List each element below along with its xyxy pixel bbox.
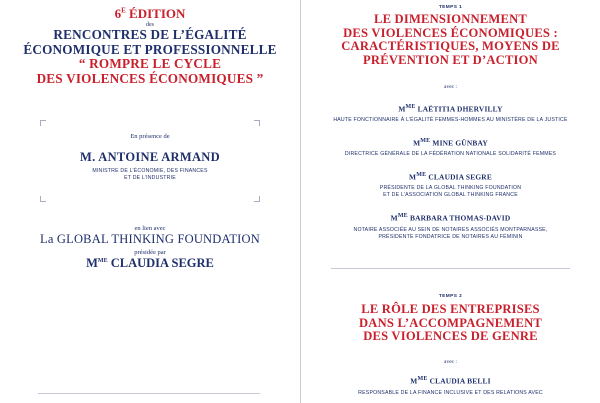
- temps1-label: TEMPS 1: [438, 5, 463, 10]
- temps2-label: TEMPS 2: [438, 294, 463, 299]
- edition-number: 6: [114, 6, 122, 21]
- speaker-role-line: PRÉSIDENTE DE LA GLOBAL THINKING FOUNDATION: [379, 185, 522, 191]
- ministry-line: ET DE L’INDUSTRIE: [124, 175, 176, 181]
- speaker-name: [301, 104, 600, 113]
- speaker-surname: LAËTITIA DHERVILLY: [415, 104, 503, 114]
- minister-name: M. ANTOINE ARMAND: [80, 150, 220, 164]
- speaker-role-line: PRÉSIDENTE FONDATRICE DE NOTAIRES AU FÉMININ: [378, 233, 523, 240]
- avec1-label: avec :: [444, 84, 457, 90]
- ministry-title: [40, 168, 260, 182]
- speaker-surname: BARBARA THOMAS-DAVID: [407, 213, 511, 223]
- session1-title-line: LE DIMENSIONNEMENT: [374, 12, 527, 26]
- speaker-sup: ME: [417, 376, 428, 382]
- speaker-sup: ME: [416, 172, 427, 178]
- foundation-name: La GLOBAL THINKING FOUNDATION: [39, 232, 260, 246]
- speaker-role: [301, 227, 600, 241]
- president-surname: CLAUDIA SEGRE: [107, 256, 214, 270]
- edition-suffix: E: [121, 6, 126, 15]
- ministry-line: MINISTRE DE L’ÉCONOMIE, DES FINANCES: [92, 168, 208, 174]
- speaker-sup: ME: [420, 138, 431, 144]
- president-sup: ME: [97, 257, 108, 264]
- speaker-prefix: M: [413, 138, 421, 148]
- speaker-sup: ME: [405, 104, 416, 110]
- speaker-name: [301, 172, 600, 181]
- event-title-line: “ ROMPRE LE CYCLE: [78, 56, 222, 71]
- speaker-surname: CLAUDIA BELLI: [427, 376, 491, 386]
- session1-title-line: DES VIOLENCES ÉCONOMIQUES :: [343, 25, 558, 40]
- speaker-name: [301, 138, 600, 147]
- speaker-role-line: HAUTE FONCTIONNAIRE À L’ÉGALITÉ FEMMES-HOMMES AU MINISTÈRE DE LA JUSTICE: [333, 117, 568, 123]
- session2-title: [301, 303, 600, 344]
- right-page: [301, 0, 600, 403]
- session1-title-line: PRÉVENTION ET D’ACTION: [363, 52, 538, 67]
- speaker-prefix: M: [390, 213, 398, 223]
- en-lien-label: en lien avec: [134, 225, 166, 232]
- president-prefix: M: [86, 256, 98, 270]
- speaker-role-line: RESPONSABLE DE LA FINANCE INCLUSIVE ET DES RELATIONS AVEC: [358, 390, 543, 396]
- frame-corner: [40, 196, 46, 202]
- des-text: des: [146, 22, 154, 28]
- guest-frame: [40, 120, 260, 202]
- frame-corner: [254, 120, 260, 126]
- speaker-surname: CLAUDIA SEGRE: [426, 172, 492, 182]
- avec2-label: avec :: [444, 359, 457, 365]
- session2-title-line: LE RÔLE DES ENTREPRISES: [361, 302, 540, 316]
- edition-heading: [0, 6, 300, 22]
- speaker-role: [301, 151, 600, 158]
- frame-corner: [40, 120, 46, 126]
- speaker-prefix: M: [409, 172, 417, 182]
- speaker-role-line: NOTAIRE ASSOCIÉE AU SEIN DE NOTAIRES ASSOCIÉS MONTPARNASSE,: [353, 227, 548, 233]
- speaker-role: [301, 390, 600, 397]
- speaker-prefix: M: [398, 104, 406, 114]
- event-title: [0, 28, 300, 86]
- event-title-line: DES VIOLENCES ÉCONOMIQUES ”: [36, 70, 264, 86]
- speaker-surname: MINE GÜNBAY: [430, 138, 488, 148]
- speaker-name: [301, 213, 600, 222]
- president-name: [0, 256, 300, 271]
- session2-title-line: DANS L’ACCOMPAGNEMENT: [359, 315, 542, 330]
- frame-corner: [254, 196, 260, 202]
- speaker-role: [301, 117, 600, 124]
- speaker-role-line: ET DE L’ASSOCIATION GLOBAL THINKING FRANCE: [383, 191, 518, 198]
- speaker-prefix: M: [410, 376, 418, 386]
- presence-label: En présence de: [130, 133, 170, 140]
- event-title-line: ÉCONOMIQUE ET PROFESSIONNELLE: [23, 41, 277, 57]
- speaker-role-line: DIRECTRICE GÉNÉRALE DE LA FÉDÉRATION NATIONALE SOLIDARITÉ FEMMES: [344, 151, 557, 157]
- edition-word: ÉDITION: [125, 6, 186, 21]
- session1-title: [301, 13, 600, 67]
- session1-title-line: CARACTÉRISTIQUES, MOYENS DE: [341, 39, 560, 54]
- section-rule: [331, 268, 570, 269]
- event-title-line: RENCONTRES DE L’ÉGALITÉ: [53, 27, 247, 42]
- speaker-sup: ME: [397, 213, 408, 219]
- session2-title-line: DES VIOLENCES DE GENRE: [363, 329, 538, 344]
- footer-rule: [38, 393, 260, 394]
- speaker-role: [301, 185, 600, 199]
- presidee-label: présidée par: [134, 249, 166, 256]
- speaker-name: [301, 376, 600, 385]
